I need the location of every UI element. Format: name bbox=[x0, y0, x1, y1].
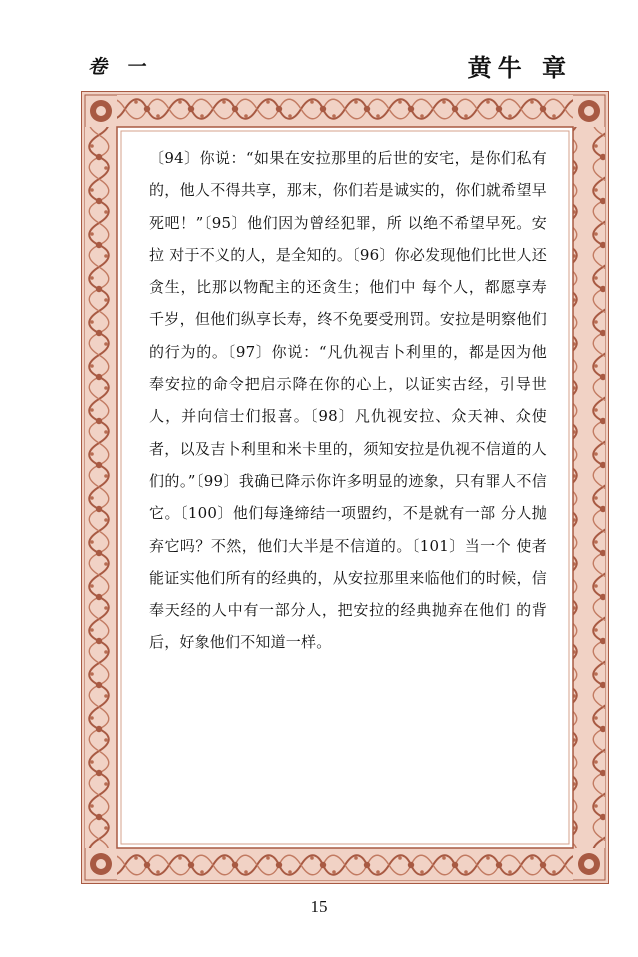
body-text bbox=[149, 142, 547, 659]
chapter-title: 黄牛 章 bbox=[467, 53, 572, 82]
body-paragraph: 〔94〕你说：“如果在安拉那里的后世的安宅，是你们私有的，他人不得共享，那末，你们若是诚实的，你们就希望早死吧！”〔95〕他们因为曾经犯罪，所 以绝不希望早死。安拉 对于不义的人，是全知的。〔96〕你必发现他们比世人还贪生，比那以物配主的还贪生；他们中 每个人，都愿享寿千岁，但他们纵享长寿，终不免要受刑罚。安拉是明察他们的行为的。〔97〕你说：“凡仇视吉卜利里的，都是因为他奉安拉的命令把启示降在你的心上，以证实古经，引导世人，并向信士们报喜。〔98〕凡仇视安拉、众天神、众使者，以及吉卜利里和米卡里的，须知安拉是仇视不信道的人们的。”〔99〕我确已降示你许多明显的迹象，只有罪人不信它。〔100〕他们每逢缔结一项盟约，不是就有一部 分人抛弃它吗？不然，他们大半是不信道的。〔101〕当一个 使者能证实他们所有的经典的，从安拉那里来临他们的时候，信奉天经的人中有一部分人，把安拉的经典抛弃在他们 的背后，好象他们不知道一样。 bbox=[149, 149, 547, 652]
page-number: 15 bbox=[310, 897, 328, 916]
volume-label: 卷 一 bbox=[88, 56, 151, 78]
